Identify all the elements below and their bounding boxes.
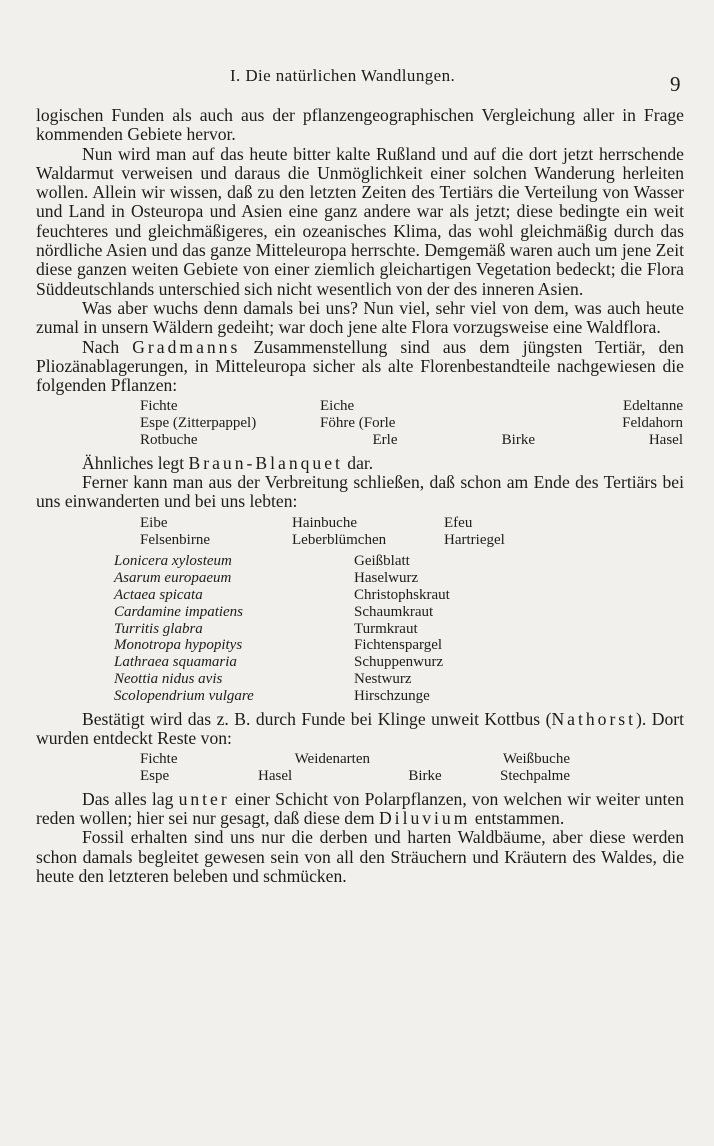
author-name-gradmann: Gradmanns — [132, 336, 241, 357]
paragraph-8-pre: Das alles lag — [82, 788, 179, 809]
paragraph-3: Was aber wuchs denn damals bei uns? Nun viel, sehr viel von dem, was auch heute zumal in unsern Wäldern gedeiht; war doch jene alte Flora vorzugsweise eine Waldflora. — [36, 297, 684, 338]
paragraph-8 — [36, 790, 684, 829]
paragraph-8-post: entstammen. — [470, 807, 565, 828]
common-name: Christophskraut — [354, 586, 450, 603]
scientific-name: Neottia nidus avis — [114, 670, 223, 687]
paragraph-1: logischen Funden als auch aus der pflanzengeographischen Vergleichung aller in Frage kommenden Gebiete hervor. — [36, 105, 684, 145]
paragraph-7 — [36, 710, 684, 749]
immigrant-plants-table — [140, 515, 684, 549]
paragraph-6: Ferner kann man aus der Verbreitung schließen, daß schon am Ende des Tertiärs bei uns einwanderten und bei uns lebten: — [36, 472, 684, 512]
paragraph-9: Fossil erhalten sind uns nur die derben und harten Waldbäume, aber diese werden schon damals begleitet gewesen sein von all den Sträuchern und Kräutern des Waldes, die heute den letzteren beleben und schmücken. — [36, 827, 684, 886]
table-cell: Eibe — [140, 514, 168, 531]
paragraph-5 — [36, 454, 684, 473]
table-cell — [370, 751, 480, 768]
scientific-name: Asarum europaeum — [114, 570, 232, 587]
table-cell: Erle — [372, 432, 398, 449]
table-cell: Felsenbirne — [140, 531, 210, 548]
scientific-name: Lonicera xylosteum — [114, 553, 232, 570]
scientific-name: Scolopendrium vulgare — [114, 687, 254, 704]
page-header — [0, 66, 714, 96]
table-cell — [450, 415, 535, 432]
paragraph-4 — [36, 338, 684, 396]
paragraph-8-mid: einer Schicht von Polarpflanzen, von welchen wir weiter unten reden wollen; hier sei nur gesagt, daß diese dem — [36, 788, 685, 828]
table-cell: Hasel — [258, 767, 293, 784]
scientific-name: Turritis glabra — [114, 620, 203, 637]
paragraph-4-pre: Nach — [82, 336, 133, 357]
table-cell: Rotbuche — [140, 432, 198, 449]
table-cell: Leberblümchen — [292, 531, 387, 548]
table-cell: Birke — [408, 767, 442, 784]
table-cell: Föhre (Forle — [320, 415, 396, 432]
page-number: 9 — [670, 72, 681, 96]
table-cell: Eiche — [320, 398, 355, 415]
paragraph-5-pre: Ähnliches legt — [82, 452, 189, 473]
klinge-finds-table — [140, 751, 684, 785]
author-name-braun-blanquet: Braun-Blanquet — [188, 452, 343, 473]
tertiary-plants-table — [140, 398, 684, 448]
common-name: Nestwurz — [354, 670, 412, 687]
species-name-table — [114, 553, 684, 704]
table-cell: Weidenarten — [294, 751, 370, 768]
table-cell: Stechpalme — [500, 767, 570, 784]
table-cell: Edeltanne — [623, 398, 683, 415]
common-name: Schaumkraut — [354, 603, 434, 620]
table-cell: Birke — [501, 432, 535, 449]
table-cell: Efeu — [444, 514, 473, 531]
scientific-name: Actaea spicata — [114, 586, 203, 603]
table-cell: Hartriegel — [444, 531, 505, 548]
emphasis-unter: unter — [178, 788, 230, 809]
paragraph-4-post: Zusammenstellung sind aus dem jüngsten Tertiär, den Pliozänablagerungen, in Mitteleuropa sicher als alte Florenbestandteile nachgewiesen die folgenden Pflanzen: — [36, 336, 684, 396]
common-name: Hirschzunge — [354, 687, 430, 704]
common-name: Haselwurz — [354, 570, 419, 587]
emphasis-diluvium: Diluvium — [378, 807, 471, 828]
common-name: Fichtenspargel — [354, 637, 443, 654]
table-cell: Fichte — [140, 398, 178, 415]
table-cell — [450, 398, 535, 415]
table-cell: Espe (Zitterpappel) — [140, 415, 257, 432]
common-name: Schuppenwurz — [354, 654, 444, 671]
paragraph-5-post: dar. — [342, 452, 374, 473]
table-cell: Hasel — [648, 432, 683, 449]
author-name-nathorst: Nathorst — [551, 708, 637, 729]
paragraph-7-pre: Bestätigt wird das z. B. durch Funde bei Klinge unweit Kottbus ( — [82, 708, 552, 729]
running-head: I. Die natürlichen Wandlungen. — [230, 66, 456, 85]
table-cell: Weißbuche — [502, 751, 570, 768]
paragraph-7-post: ). Dort wurden entdeckt Reste von: — [36, 708, 685, 748]
table-cell: Fichte — [140, 751, 178, 768]
table-cell: Feldahorn — [622, 415, 683, 432]
common-name: Geißblatt — [354, 553, 410, 570]
body-text — [36, 106, 684, 886]
scientific-name: Monotropa hypopitys — [114, 637, 243, 654]
table-cell: Hainbuche — [292, 514, 357, 531]
common-name: Turmkraut — [354, 620, 418, 637]
table-cell: Espe — [140, 767, 170, 784]
scientific-name: Lathraea squamaria — [114, 654, 237, 671]
paragraph-2: Nun wird man auf das heute bitter kalte Rußland und auf die dort jetzt herrschende Waldarmut verweisen und daraus die Unmöglichkeit einer solchen Wanderung herleiten wollen. Allein wir wissen, daß zu den letzten Zeiten des Tertiärs die Verteilung von Wasser und Land in Osteuropa und Asien eine ganz andere war als jetzt; diese bedingte ein weit feuchteres und gleichmäßigeres, ein ozeanisches Klima, das wohl gleichmäßig durch das nördliche Asien und das ganze Mitteleuropa herrschte. Demgemäß waren auch um jene Zeit diese ganzen weiten Gebiete von einer ziemlich gleichartigen Vegetation bedeckt; die Flora Süddeutschlands unterschied sich nicht wesentlich von der des inneren Asien. — [36, 143, 684, 299]
scientific-name: Cardamine impatiens — [114, 603, 244, 620]
